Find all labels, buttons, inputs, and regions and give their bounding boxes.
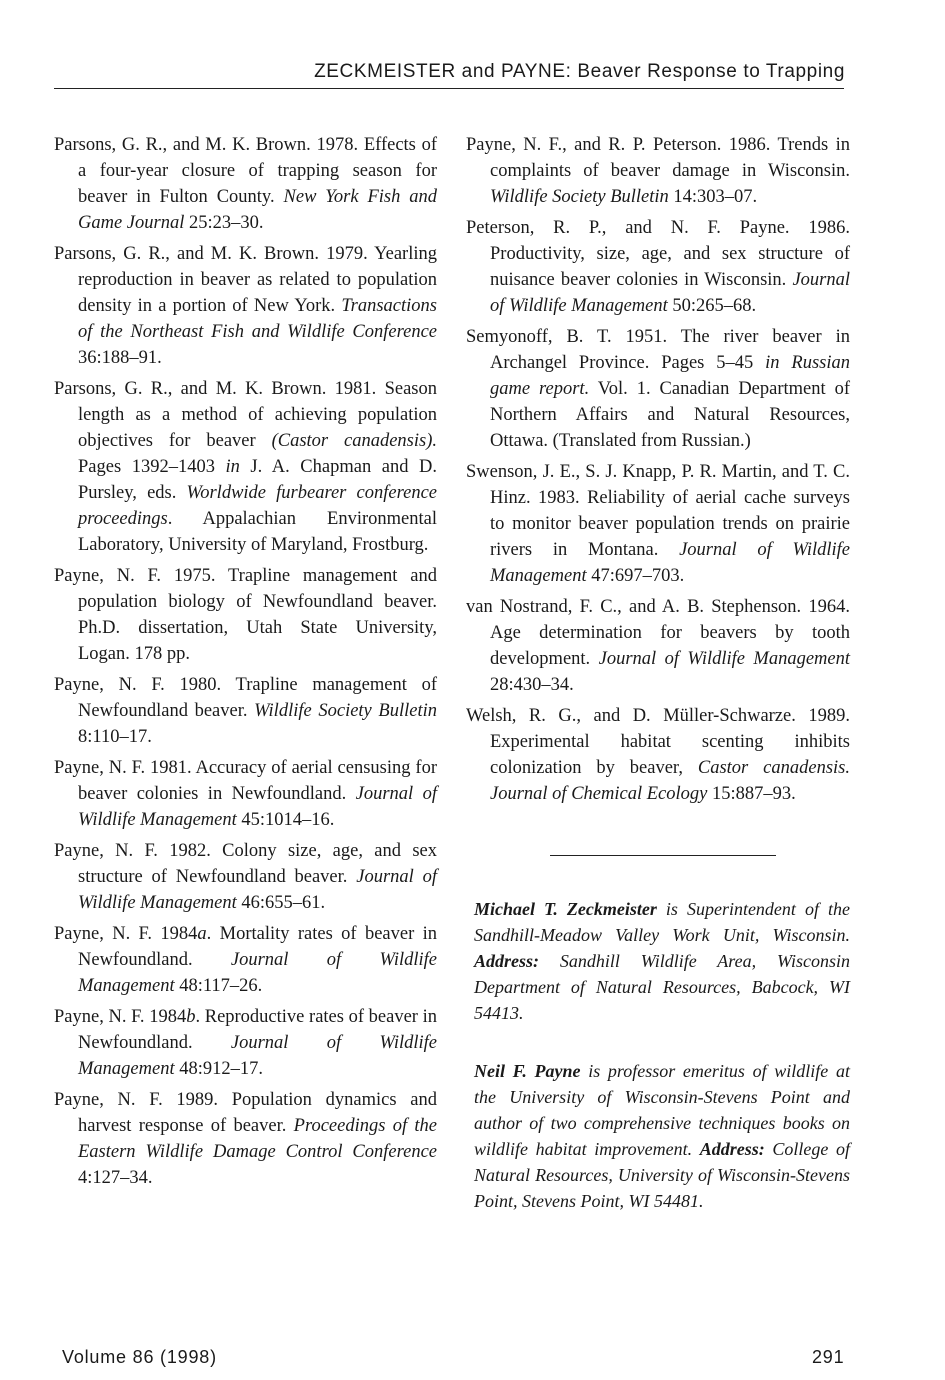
reference-item: Peterson, R. P., and N. F. Payne. 1986. Productivity, size, age, and sex structure of nuisance beaver colonies in Wisconsin. Journal of Wildlife Management 50:265–68. [466, 218, 850, 316]
reference-item: Parsons, G. R., and M. K. Brown. 1981. Season length as a method of achieving population objectives for beaver (Castor canadensis). Pages 1392–1403 in J. A. Chapman and D. Pursley, eds. Worldwide furbearer conference proceedings. Appalachian Environmental Laboratory, University of Maryland, Frostburg. [54, 379, 437, 555]
reference-item: Payne, N. F. 1975. Trapline management and population biology of Newfoundland beaver. Ph.D. dissertation, Utah State University, Logan. 178 pp. [54, 566, 437, 664]
reference-item: van Nostrand, F. C., and A. B. Stephenson. 1964. Age determination for beavers by tooth development. Journal of Wildlife Management 28:430–34. [466, 597, 850, 695]
left-column [54, 132, 437, 1196]
reference-item: Payne, N. F. 1984a. Mortality rates of beaver in Newfoundland. Journal of Wildlife Management 48:117–26. [54, 924, 437, 996]
header-rule [54, 88, 844, 89]
right-column [466, 132, 850, 1214]
author-name: Michael T. Zeckmeister [474, 899, 657, 919]
reference-item: Payne, N. F. 1989. Population dynamics and harvest response of beaver. Proceedings of the Eastern Wildlife Damage Control Conference 4:127–34. [54, 1090, 438, 1188]
reference-item: Welsh, R. G., and D. Müller-Schwarze. 1989. Experimental habitat scenting inhibits colonization by beaver, Castor canadensis. Journal of Chemical Ecology 15:887–93. [466, 706, 851, 804]
running-head: ZECKMEISTER and PAYNE: Beaver Response to Trapping [314, 61, 845, 82]
reference-item: Payne, N. F. 1982. Colony size, age, and sex structure of Newfoundland beaver. Journal of Wildlife Management 46:655–61. [54, 841, 437, 913]
reference-item: Semyonoff, B. T. 1951. The river beaver in Archangel Province. Pages 5–45 in Russian game report. Vol. 1. Canadian Department of Northern Affairs and Natural Resources, Ottawa. (Translated from Russian.) [466, 327, 851, 451]
reference-item: Payne, N. F., and R. P. Peterson. 1986. Trends in complaints of beaver damage in Wisconsin. Wildlife Society Bulletin 14:303–07. [466, 135, 850, 207]
section-divider [550, 855, 776, 856]
author-bio: Michael T. Zeckmeister is Superintendent of the Sandhill-Meadow Valley Work Unit, Wisconsin. Address: Sandhill Wildlife Area, Wisconsin Department of Natural Resources, Babcock, WI 54413. [474, 899, 850, 1023]
author-bio: Neil F. Payne is professor emeritus of wildlife at the University of Wisconsin-Stevens Point and author of two comprehensive techniques books on wildlife habitat improvement. Address: College of Natural Resources, University of Wisconsin-Stevens Point, Stevens Point, WI 54481. [474, 1061, 850, 1211]
reference-item: Swenson, J. E., S. J. Knapp, P. R. Martin, and T. C. Hinz. 1983. Reliability of aerial cache surveys to monitor beaver population trends on prairie rivers in Montana. Journal of Wildlife Management 47:697–703. [466, 462, 850, 586]
reference-item: Parsons, G. R., and M. K. Brown. 1979. Yearling reproduction in beaver as related to population density in a portion of New York. Transactions of the Northeast Fish and Wildlife Conference 36:188–91. [54, 244, 437, 368]
author-name: Neil F. Payne [474, 1061, 581, 1081]
reference-item: Payne, N. F. 1980. Trapline management of Newfoundland beaver. Wildlife Society Bulletin 8:110–17. [54, 675, 437, 747]
reference-item: Parsons, G. R., and M. K. Brown. 1978. Effects of a four-year closure of trapping season for beaver in Fulton County. New York Fish and Game Journal 25:23–30. [54, 135, 438, 233]
reference-item: Payne, N. F. 1981. Accuracy of aerial censusing for beaver colonies in Newfoundland. Journal of Wildlife Management 45:1014–16. [54, 758, 437, 830]
reference-item: Payne, N. F. 1984b. Reproductive rates of beaver in Newfoundland. Journal of Wildlife Management 48:912–17. [54, 1007, 437, 1079]
page-number: 291 [812, 1347, 845, 1367]
footer-volume: Volume 86 (1998) [62, 1347, 217, 1367]
